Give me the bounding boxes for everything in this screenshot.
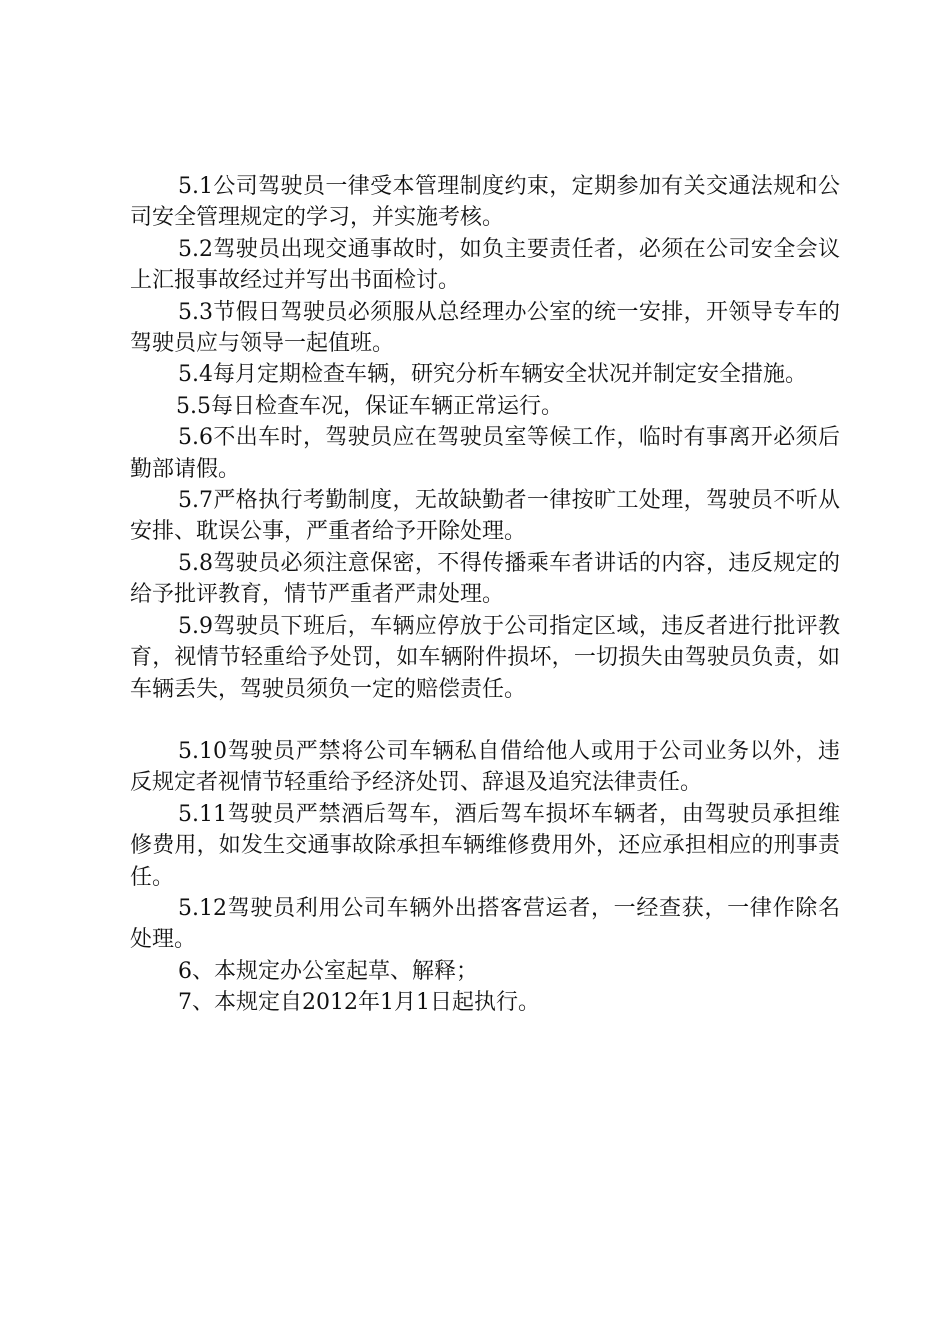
paragraph-5-8: 5.8驾驶员必须注意保密，不得传播乘车者讲话的内容，违反规定的给予批评教育，情节严重者严肃处理。 xyxy=(130,550,840,608)
paragraph-5-9: 5.9驾驶员下班后，车辆应停放于公司指定区域，违反者进行批评教育，视情节轻重给予处罚，如车辆附件损坏，一切损失由驾驶员负责，如车辆丢失，驾驶员须负一定的赔偿责任。 xyxy=(130,613,840,702)
paragraph-5-10: 5.10驾驶员严禁将公司车辆私自借给他人或用于公司业务以外，违反规定者视情节轻重给予经济处罚、辞退及追究法律责任。 xyxy=(130,738,840,796)
paragraph-5-5: 5.5每日检查车况，保证车辆正常运行。 xyxy=(176,393,563,419)
paragraph-5-3: 5.3节假日驾驶员必须服从总经理办公室的统一安排，开领导专车的驾驶员应与领导一起值班。 xyxy=(130,299,840,357)
paragraph-5-2: 5.2驾驶员出现交通事故时，如负主要责任者，必须在公司安全会议上汇报事故经过并写出书面检讨。 xyxy=(130,236,840,294)
paragraph-5-1: 5.1公司驾驶员一律受本管理制度约束，定期参加有关交通法规和公司安全管理规定的学习，并实施考核。 xyxy=(130,174,840,231)
paragraph-5-11: 5.11驾驶员严禁酒后驾车，酒后驾车损坏车辆者，由驾驶员承担维修费用，如发生交通事故除承担车辆维修费用外，还应承担相应的刑事责任。 xyxy=(130,801,840,890)
paragraph-6: 6、本规定办公室起草、解释； xyxy=(178,958,478,984)
paragraph-5-12: 5.12驾驶员利用公司车辆外出搭客营运者，一经查获，一律作除名处理。 xyxy=(130,895,840,953)
paragraph-5-6: 5.6不出车时，驾驶员应在驾驶员室等候工作，临时有事离开必须后勤部请假。 xyxy=(130,425,840,482)
document-body xyxy=(130,171,840,1019)
paragraph-5-4: 5.4每月定期检查车辆，研究分析车辆安全状况并制定安全措施。 xyxy=(178,362,807,388)
paragraph-5-7: 5.7严格执行考勤制度，无故缺勤者一律按旷工处理，驾驶员不听从安排、耽误公事，严重者给予开除处理。 xyxy=(130,488,840,545)
paragraph-7: 7、本规定自2012年1月1日起执行。 xyxy=(178,990,540,1016)
